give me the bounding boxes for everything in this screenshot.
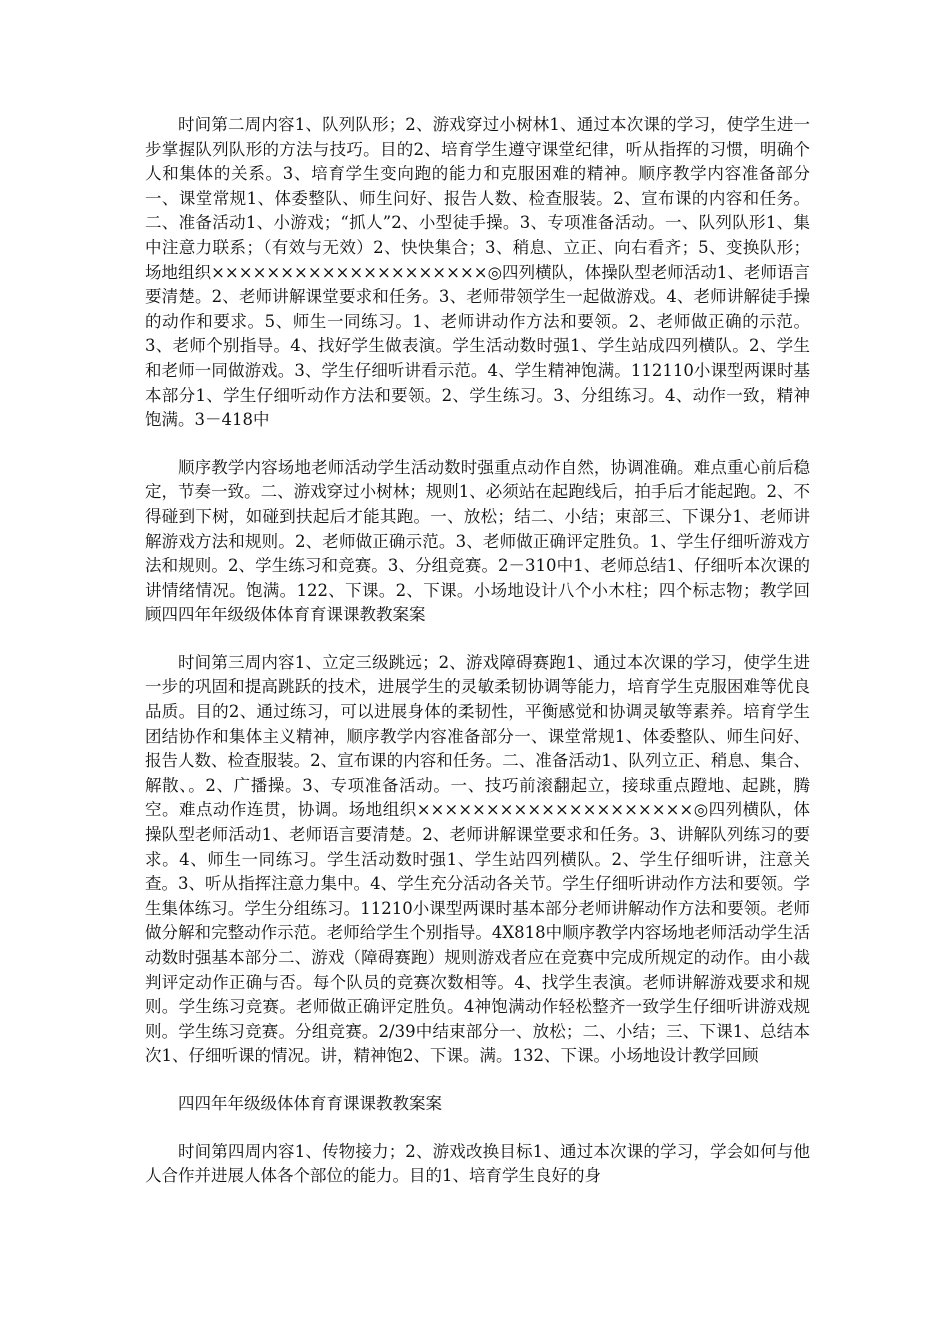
paragraph-week-4-lesson: 时间第四周内容1、传物接力；2、游戏改换目标1、通过本次课的学习，学会如何与他人合作并进展人体各个部位的能力。目的1、培育学生良好的身	[145, 1141, 810, 1186]
paragraph-week-3-lesson: 时间第三周内容1、立定三级跳远；2、游戏障碍赛跑1、通过本次课的学习，使学生进一步的巩固和提高跳跃的技术，进展学生的灵敏柔韧协调等能力，培育学生克服困难等优良品质。目的2、通过练习，可以进展身体的柔韧性，平衡感觉和协调灵敏等素养。培育学生团结协作和集体主义精神，顺序教学内容准备部分一、课堂常规1、体委整队、师生问好、报告人数、检查服装。2、宣布课的内容和任务。二、准备活动1、队列立正、稍息、集合、解散、。2、广播操。3、专项准备活动。一、技巧前滚翻起立，接球重点蹬地、起跳，腾空。难点动作连贯，协调。场地组织××××××××××××××××××××◎四列横队，体操队型老师活动1、老师语言要清楚。2、老师讲解课堂要求和任务。3、讲解队列练习的要求。4、师生一同练习。学生活动数时强1、学生站四列横队。2、学生仔细听讲，注意关查。3、听从指挥注意力集中。4、学生充分活动各关节。学生仔细听讲动作方法和要领。学生集体练习。学生分组练习。11210小课型两课时基本部分老师讲解动作方法和要领。老师做分解和完整动作示范。老师给学生个别指导。4X818中顺序教学内容场地老师活动学生活动数时强基本部分二、游戏（障碍赛跑）规则游戏者应在竞赛中完成所规定的动作。由小裁判评定动作正确与否。每个队员的竞赛次数相等。4、找学生表演。老师讲解游戏要求和规则。学生练习竞赛。老师做正确评定胜负。4神饱满动作轻松整齐一致学生仔细听讲游戏规则。学生练习竞赛。分组竞赛。2/39中结束部分一、放松；二、小结；三、下课1、总结本次1、仔细听课的情况。讲，精神饱2、下课。满。132、下课。小场地设计教学回顾	[145, 652, 810, 1066]
paragraph-week-2-lesson: 时间第二周内容1、队列队形；2、游戏穿过小树林1、通过本次课的学习，使学生进一步掌握队列队形的方法与技巧。目的2、培育学生遵守课堂纪律，听从指挥的习惯，明确个人和集体的关系。3、培育学生变向跑的能力和克服困难的精神。顺序教学内容准备部分一、课堂常规1、体委整队、师生问好、报告人数、检查服装。2、宣布课的内容和任务。二、准备活动1、小游戏；“抓人”2、小型徒手操。3、专项准备活动。一、队列队形1、集中注意力联系；（有效与无效）2、快快集合；3、稍息、立正、向右看齐；5、变换队形；场地组织××××××××××××××××××××◎四列横队，体操队型老师活动1、老师语言要清楚。2、老师讲解课堂要求和任务。3、老师带领学生一起做游戏。4、老师讲解徒手操的动作和要求。5、师生一同练习。1、老师讲动作方法和要领。2、老师做正确的示范。3、老师个别指导。4、找好学生做表演。学生活动数时强1、学生站成四列横队。2、学生和老师一同做游戏。3、学生仔细听讲看示范。4、学生精神饱满。112110小课型两课时基本部分1、学生仔细听动作方法和要领。2、学生练习。3、分组练习。4、动作一致，精神饱满。3－418中	[145, 115, 810, 430]
section-heading: 四四年年级级体体育育课课教教案案	[178, 1093, 442, 1113]
document-body	[145, 113, 810, 1212]
paragraph-week-2-game: 顺序教学内容场地老师活动学生活动数时强重点动作自然，协调准确。难点重心前后稳定，节奏一致。二、游戏穿过小树林；规则1、必须站在起跑线后，拍手后才能起跑。2、不得碰到下树，如碰到扶起后才能其跑。一、放松；结二、小结；束部三、下课分1、老师讲解游戏方法和规则。2、老师做正确示范。3、老师做正确评定胜负。1、学生仔细听游戏方法和规则。2、学生练习和竞赛。3、分组竞赛。2－310中1、老师总结1、仔细听本次课的讲情绪情况。饱满。122、下课。2、下课。小场地设计八个小木柱；四个标志物；教学回顾四四年年级级体体育育课课教教案案	[145, 457, 810, 625]
